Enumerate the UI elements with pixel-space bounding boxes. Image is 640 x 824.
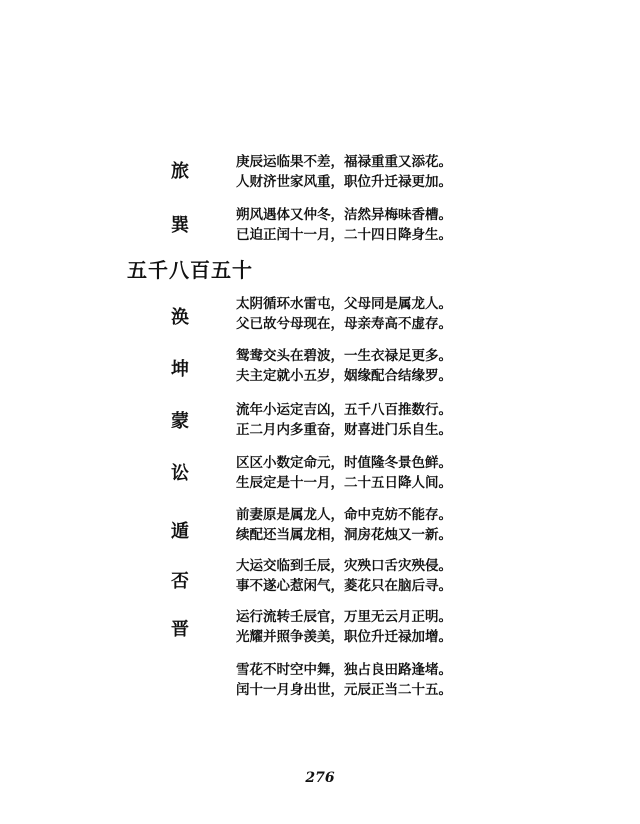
verse-line: 庚辰运临果不差，福禄重重又添花。 [236, 154, 452, 170]
section-heading: 五千八百五十 [127, 258, 253, 282]
verse-line: 光耀并照争羡美，职位升迁禄加增。 [236, 629, 452, 645]
verse-line: 事不遂心惹闲气，菱花只在脑后寻。 [236, 578, 452, 594]
verse-line: 夫主定就小五岁，姻缘配合结缘罗。 [236, 368, 452, 384]
verse-line: 区区小数定命元，时值隆冬景色鲜。 [236, 455, 452, 471]
hexagram-label: 旅 [171, 161, 189, 182]
verse-line: 已迫正闰十一月，二十四日降身生。 [236, 227, 452, 243]
hexagram-label: 巽 [171, 215, 189, 236]
verse [236, 400, 452, 440]
verse-line: 运行流转壬辰官，万里无云月正明。 [236, 609, 452, 625]
verse-line: 前妻原是属龙人，命中克妨不能存。 [236, 507, 452, 523]
page-number: 276 [305, 770, 335, 786]
verse-line: 鸳鸯交头在碧波，一生衣禄足更多。 [236, 348, 452, 364]
verse [236, 205, 452, 245]
hexagram-label: 蒙 [171, 411, 189, 432]
verse-line: 流年小运定吉凶，五千八百推数行。 [236, 402, 452, 418]
verse [236, 453, 452, 493]
verse [236, 660, 452, 700]
verse [236, 607, 452, 647]
verse [236, 505, 452, 545]
hexagram-label: 坤 [171, 359, 189, 380]
hexagram-label: 晋 [171, 619, 189, 640]
verse-line: 正二月内多重奋，财喜进门乐自生。 [236, 422, 452, 438]
verse-line: 续配还当属龙相，洞房花烛又一新。 [236, 527, 452, 543]
verse-line: 闰十一月身出世，元辰正当二十五。 [236, 682, 452, 698]
verse-line: 父已故兮母现在，母亲寿高不虚存。 [236, 316, 452, 332]
verse [236, 556, 452, 596]
verse-line: 太阴循环水雷屯，父母同是属龙人。 [236, 296, 452, 312]
hexagram-label: 遁 [171, 521, 189, 542]
verse [236, 152, 452, 192]
verse [236, 294, 452, 334]
verse-line: 大运交临到壬辰，灾殃口舌灾殃侵。 [236, 558, 452, 574]
hexagram-label: 否 [171, 571, 189, 592]
verse-line: 朔风遇体又仲冬，洁然异梅味香槽。 [236, 207, 452, 223]
hexagram-label: 涣 [171, 307, 189, 328]
verse-line: 雪花不时空中舞，独占良田路逢堵。 [236, 662, 452, 678]
verse-line: 生辰定是十一月，二十五日降人间。 [236, 475, 452, 491]
hexagram-label: 讼 [171, 463, 189, 484]
verse-line: 人财济世家风重，职位升迁禄更加。 [236, 174, 452, 190]
verse [236, 346, 452, 386]
